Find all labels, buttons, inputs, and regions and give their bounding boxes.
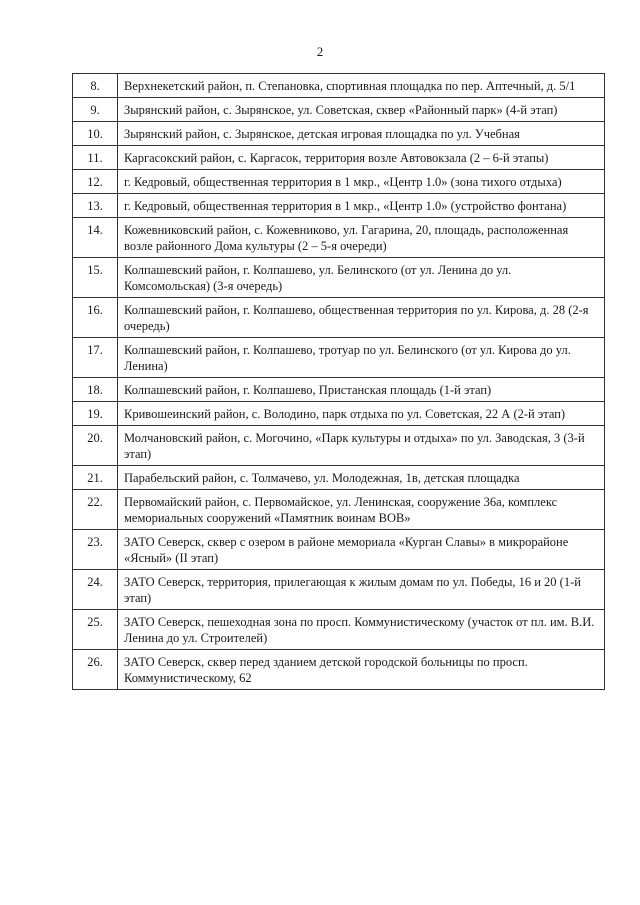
row-number: 13.	[73, 194, 118, 218]
row-description: ЗАТО Северск, сквер с озером в районе мемориала «Курган Славы» в микрорайоне «Ясный» (II этап)	[118, 530, 605, 570]
page-number: 2	[316, 44, 324, 59]
table-row	[73, 426, 605, 466]
row-description: Зырянский район, с. Зырянское, ул. Советская, сквер «Районный парк» (4-й этап)	[118, 98, 605, 122]
row-description: г. Кедровый, общественная территория в 1 мкр., «Центр 1.0» (зона тихого отдыха)	[118, 170, 605, 194]
table-row	[73, 218, 605, 258]
row-number: 21.	[73, 466, 118, 490]
table-row	[73, 570, 605, 610]
row-description: Верхнекетский район, п. Степановка, спортивная площадка по пер. Аптечный, д. 5/1	[118, 74, 605, 98]
table-row	[73, 466, 605, 490]
row-description: Колпашевский район, г. Колпашево, ул. Белинского (от ул. Ленина до ул. Комсомольская) (3-я очередь)	[118, 258, 605, 298]
row-description: Парабельский район, с. Толмачево, ул. Молодежная, 1в, детская площадка	[118, 466, 605, 490]
row-number: 8.	[73, 74, 118, 98]
table-row	[73, 650, 605, 690]
row-description: Колпашевский район, г. Колпашево, тротуар по ул. Белинского (от ул. Кирова до ул. Ленина)	[118, 338, 605, 378]
table-body	[73, 74, 605, 690]
table-row	[73, 146, 605, 170]
row-description: Каргасокский район, с. Каргасок, территория возле Автовокзала (2 – 6-й этапы)	[118, 146, 605, 170]
row-number: 18.	[73, 378, 118, 402]
table-row	[73, 98, 605, 122]
row-description: Колпашевский район, г. Колпашево, Пристанская площадь (1-й этап)	[118, 378, 605, 402]
row-number: 9.	[73, 98, 118, 122]
row-number: 24.	[73, 570, 118, 610]
row-number: 22.	[73, 490, 118, 530]
row-number: 26.	[73, 650, 118, 690]
row-number: 11.	[73, 146, 118, 170]
row-number: 20.	[73, 426, 118, 466]
row-number: 23.	[73, 530, 118, 570]
row-number: 17.	[73, 338, 118, 378]
row-number: 15.	[73, 258, 118, 298]
table-row	[73, 170, 605, 194]
table-row	[73, 258, 605, 298]
row-description: ЗАТО Северск, пешеходная зона по просп. Коммунистическому (участок от пл. им. В.И. Ленина до ул. Строителей)	[118, 610, 605, 650]
row-description: г. Кедровый, общественная территория в 1 мкр., «Центр 1.0» (устройство фонтана)	[118, 194, 605, 218]
row-description: Молчановский район, с. Могочино, «Парк культуры и отдыха» по ул. Заводская, 3 (3-й этап)	[118, 426, 605, 466]
row-description: ЗАТО Северск, сквер перед зданием детской городской больницы по просп. Коммунистическому, 62	[118, 650, 605, 690]
row-number: 25.	[73, 610, 118, 650]
table-row	[73, 194, 605, 218]
table-row	[73, 74, 605, 98]
table-row	[73, 530, 605, 570]
table-row	[73, 378, 605, 402]
row-description: Зырянский район, с. Зырянское, детская игровая площадка по ул. Учебная	[118, 122, 605, 146]
table-row	[73, 338, 605, 378]
row-number: 14.	[73, 218, 118, 258]
row-description: Колпашевский район, г. Колпашево, общественная территория по ул. Кирова, д. 28 (2-я очередь)	[118, 298, 605, 338]
row-description: Кривошеинский район, с. Володино, парк отдыха по ул. Советская, 22 А (2-й этап)	[118, 402, 605, 426]
row-number: 12.	[73, 170, 118, 194]
object-list-table	[72, 73, 605, 690]
row-number: 16.	[73, 298, 118, 338]
table-row	[73, 490, 605, 530]
table-row	[73, 402, 605, 426]
row-description: Первомайский район, с. Первомайское, ул. Ленинская, сооружение 36а, комплекс мемориальных сооружений «Памятник воинам ВОВ»	[118, 490, 605, 530]
table-row	[73, 122, 605, 146]
table-row	[73, 610, 605, 650]
row-number: 10.	[73, 122, 118, 146]
row-description: ЗАТО Северск, территория, прилегающая к жилым домам по ул. Победы, 16 и 20 (1-й этап)	[118, 570, 605, 610]
table-row	[73, 298, 605, 338]
row-number: 19.	[73, 402, 118, 426]
row-description: Кожевниковский район, с. Кожевниково, ул. Гагарина, 20, площадь, расположенная возле районного Дома культуры (2 – 5-я очереди)	[118, 218, 605, 258]
